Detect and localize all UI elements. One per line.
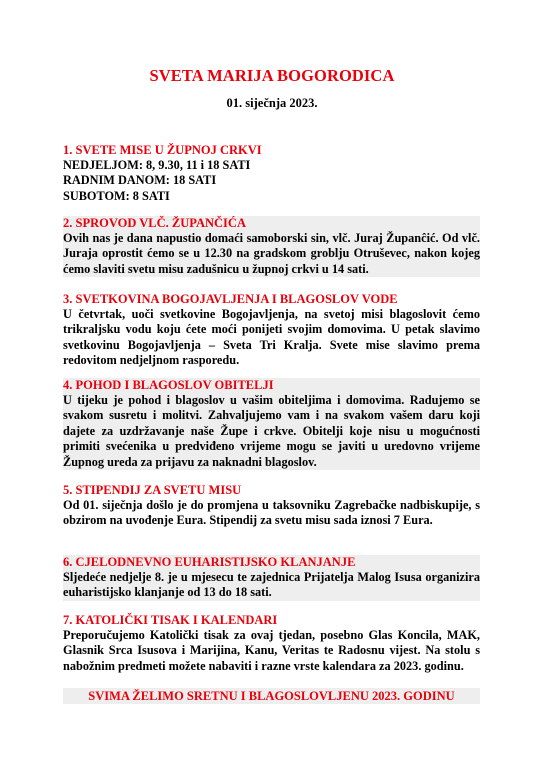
section-heading: 4. POHOD I BLAGOSLOV OBITELJI [63, 378, 274, 392]
section-text: U tijeku je pohod i blagoslov u vašim obiteljima i domovima. Radujemo se svakom susretu i molitvi. Zahvaljujemo vam i na svakom vašem daru koji dajete za uzdržavanje naše Župe i crkve. Obitelji koje nisu u mogućnosti primiti svećenika u predviđeno vrijeme mogu se javiti u uredovno vrijeme Župnog ureda za prijavu za naknadni blagoslov. [63, 393, 480, 469]
section-heading: 1. SVETE MISE U ŽUPNOJ CRKVI [63, 143, 262, 157]
section-heading: 5. STIPENDIJ ZA SVETU MISU [63, 483, 242, 497]
section-heading: 2. SPROVOD VLČ. ŽUPANČIĆA [63, 216, 246, 230]
schedule-line: SUBOTOM: 8 SATI [63, 188, 170, 203]
section-text: Ovih nas je dana napustio domaći samoborski sin, vlč. Juraj Županĉić. Od vlč. Juraja oprostit ćemo se u 12.30 na gradskom groblju Otruševec, nakon kojeg ćemo slaviti svetu misu zadušnicu u župnoj crkvi u 14 sati. [63, 231, 480, 276]
schedule-line: RADNIM DANOM: 18 SATI [63, 173, 217, 188]
section-stipend [63, 483, 480, 529]
section-family-blessing [63, 378, 480, 470]
section-funeral [63, 216, 480, 277]
section-adoration [63, 555, 480, 601]
section-text: Sljedeće nedjelje 8. je u mjesecu te zajednica Prijatelja Malog Isusa organizira euharistijsko klanjanje od 13 do 18 sati. [63, 570, 480, 600]
section-text: Preporučujemo Katolički tisak za ovaj tjedan, posebno Glas Koncila, MAK, Glasnik Srca Isusova i Marijina, Kanu, Veritas te Radosnu vijest. Na stolu s nabožnim predmeti možete nabaviti i razne vrste kalendara za 2023. godinu. [63, 628, 480, 673]
section-mass-schedule [63, 143, 480, 204]
section-heading: 6. CJELODNEVNO EUHARISTIJSKO KLANJANJE [63, 555, 356, 569]
date: 01. siječnja 2023. [226, 96, 318, 110]
section-press-calendars [63, 613, 480, 674]
schedule-line: NEDJELJOM: 8, 9.30, 11 i 18 SATI [63, 158, 251, 172]
section-heading: 3. SVETKOVINA BOGOJAVLJENJA I BLAGOSLOV VODE [63, 292, 398, 306]
section-text: U četvrtak, uoči svetkovine Bogojavljenja, na svetoj misi blagoslovit ćemo trikraljsku vodu koju ćete moći ponijeti svojim domovima. U petak slavimo svetkovinu Bogojavljenja – Sveta Tri Kralja. Svete mise slavimo prema redovitom nedjeljnom rasporedu. [63, 307, 480, 368]
section-text: Od 01. siječnja došlo je do promjena u taksovniku Zagrebačke nadbiskupije, s obzirom na uvođenje Eura. Stipendij za svetu misu sada iznosi 7 Eura. [63, 498, 480, 528]
footer-greeting: SVIMA ŽELIMO SRETNU I BLAGOSLOVLJENU 2023. GODINU [63, 688, 480, 704]
section-epiphany [63, 292, 480, 369]
section-heading: 7. KATOLIČKI TISAK I KALENDARI [63, 613, 278, 627]
page-title: SVETA MARIJA BOGORODICA [149, 66, 395, 85]
